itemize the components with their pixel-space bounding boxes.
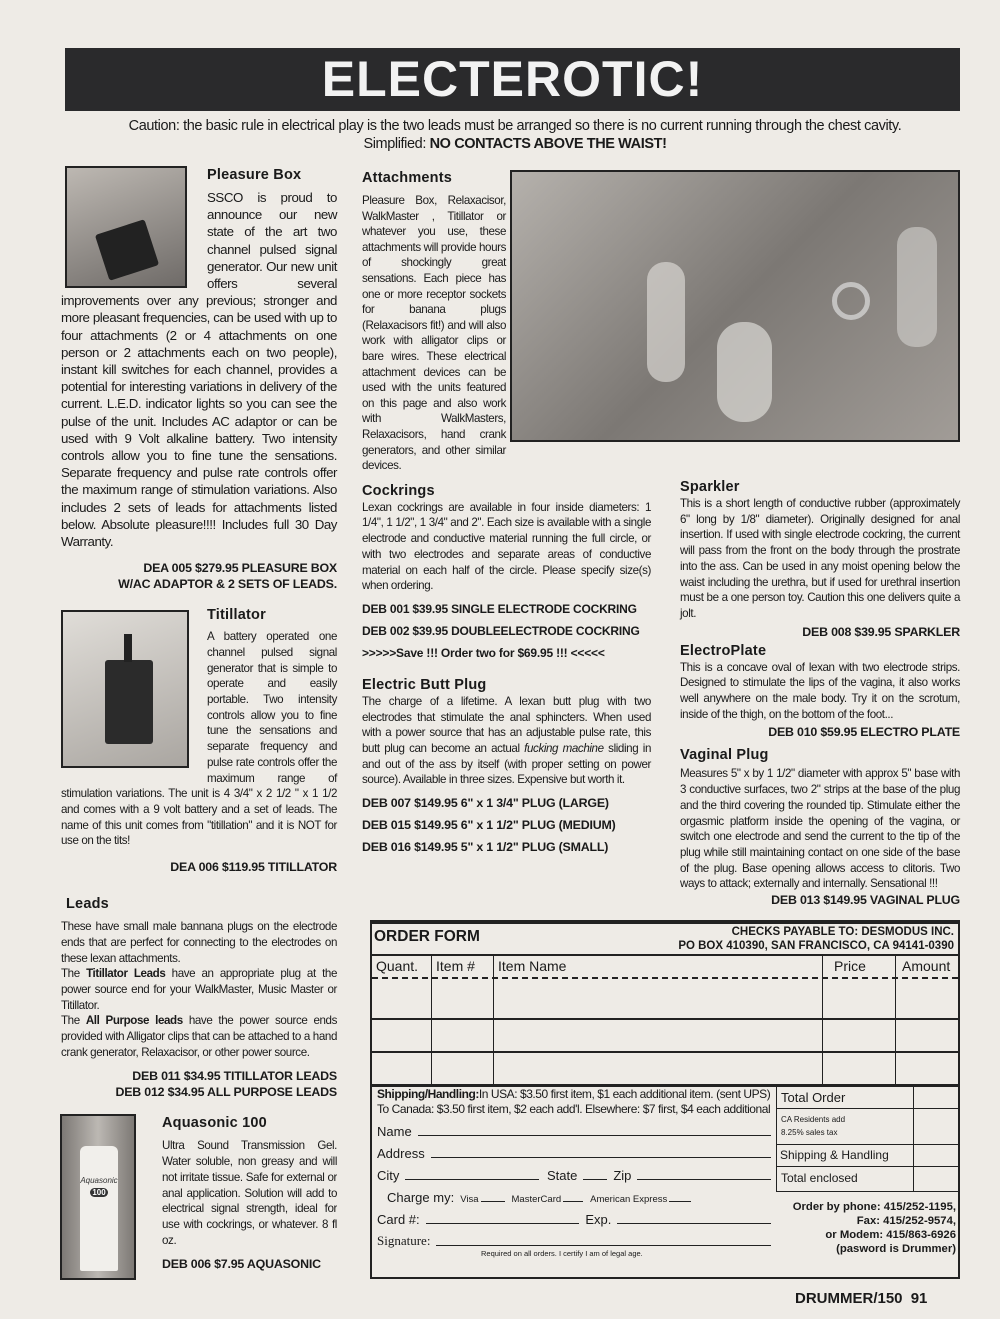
contact-info: Order by phone: 415/252-1195, Fax: 415/252-9574, or Modem: 415/863-6926 (pasword is Drummer) <box>792 1201 956 1255</box>
order-row[interactable] <box>372 1018 958 1020</box>
butt-plug-heading: Electric Butt Plug <box>362 676 487 693</box>
signature-row <box>377 1227 771 1249</box>
order-row[interactable] <box>372 1051 958 1053</box>
aquasonic-photo <box>60 1114 136 1280</box>
butt-plug-skus <box>362 792 651 858</box>
address-field[interactable] <box>431 1157 771 1158</box>
shipping-handling-label: Shipping & Handling <box>780 1148 889 1162</box>
sparkler-body: This is a short length of conductive rubber (approximately 6" long by 1/8" diameter). Originally designed for anal insertion. If used with single electrode cockring, the current will pass from the front on the body through the prostrate into the ass. Can be used in any moist opening below the waist including the urethra, but if used for urethral insertion must be a one person toy. Caution this one delivers quite a jolt. <box>680 497 960 620</box>
aquasonic-label-num: 100 <box>90 1188 108 1197</box>
pleasure-box-body: pleasant frequencies, can be used with up to four attachments (2 or 4 attachments on one person or 2 attachments each on two people), instant kill switches for each channel, provides a potential for interesting variations in delivery of the current. L.E.D. indicator lights so you can see the pulse of the unit. Includes AC adaptor or can be used with 9 Volt alkaline battery. Two intensity controls allow you to fine tune the sensations. Separate frequency and pulse rate controls offer the maximum range of stimulation variations. Also includes 2 sets of leads for attachments listed below. Absolute pleasure!!!! Includes full 30 Day Warranty. <box>61 310 337 550</box>
electroplate-section <box>680 642 960 741</box>
payable-info: CHECKS PAYABLE TO: DESMODUS INC. PO BOX 410390, SAN FRANCISCO, CA 94141-0390 <box>678 926 954 952</box>
caution-text: Caution: the basic rule in electrical play is the two leads must be arranged so there is no current running through the chest cavity. <box>128 118 902 134</box>
sku-line: DEA 005 $279.95 PLEASURE BOX <box>143 561 337 576</box>
cockring-sku-double: DEB 002 $39.95 DOUBLEELECTRODE COCKRING <box>362 623 640 638</box>
cockring-sku-single: DEB 001 $39.95 SINGLE ELECTRODE COCKRING <box>362 601 637 616</box>
address-label: Address <box>377 1146 425 1161</box>
totals-box <box>776 1086 958 1192</box>
order-form <box>370 920 960 1279</box>
exp-label: Exp. <box>585 1212 612 1227</box>
leads-heading: Leads <box>66 896 109 913</box>
pleasure-box-heading: Pleasure Box <box>207 167 302 183</box>
titillator-heading: Titillator <box>207 607 266 624</box>
butt-plug-body: The charge of a lifetime. A lexan butt plug with two electrodes that stimulate the anal sphincters. When used with a power source that has an adjustable pulse rate, this butt plug can become an actual fucking machine sliding in and out of the ass by itself (with proper setting on power source). Available in three sizes. Expensive but worth it. <box>362 694 651 787</box>
card-label: Card #: <box>377 1212 420 1227</box>
amex-label: American Express <box>590 1194 668 1205</box>
legal-note: Required on all orders. I certify I am of legal age. <box>481 1249 643 1258</box>
cockrings-heading: Cockrings <box>362 482 435 499</box>
state-field[interactable] <box>583 1179 607 1180</box>
pleasure-box-intro: SSCO is proud to announce our new state of the art two channel pulsed signal generator. Our new unit offers several improvements over any previous; stronger and more <box>61 190 337 326</box>
aquasonic-heading: Aquasonic 100 <box>162 1115 267 1132</box>
titillator-intro: A battery operated one channel pulsed signal generator that is simple to operate and easily portable. Two intensity controls allow you to fine tune the sensations and separate frequency and pulse rate controls offer the maximum range of stimulation <box>61 630 337 801</box>
mastercard-label: MasterCard <box>511 1194 562 1205</box>
exp-field[interactable] <box>617 1223 771 1224</box>
charge-row <box>377 1183 771 1205</box>
total-enclosed-label: Total enclosed <box>781 1171 858 1185</box>
vaginal-plug-sku: DEB 013 $149.95 VAGINAL PLUG <box>771 893 960 908</box>
magazine-issue: DRUMMER/150 <box>795 1290 903 1307</box>
attachments-section <box>362 169 506 474</box>
sku-line: DEB 016 $149.95 5" x 1 1/2" PLUG (SMALL) <box>362 840 609 855</box>
electroplate-body: This is a concave oval of lexan with two electrode strips. Designed to stimulate the lips of the vagina, it also works well anywhere on the male body. Try it on the scrotum, inside of the thigh, on the bottom of the foot... <box>680 660 960 721</box>
electroplate-heading: ElectroPlate <box>680 642 767 659</box>
city-label: City <box>377 1168 400 1183</box>
name-row <box>377 1117 771 1139</box>
sku-line: DEB 015 $149.95 6" x 1 1/2" PLUG (MEDIUM) <box>362 818 616 833</box>
zip-label: Zip <box>613 1168 632 1183</box>
amex-field[interactable] <box>669 1201 691 1202</box>
pleasure-box-photo <box>65 166 187 288</box>
aquasonic-body: Ultra Sound Transmission Gel. Water soluble, non greasy and will not irritate tissue. Safe for external or anal application. Solution will add to electrical signal strength, ideal for use with cockrings, or whatever. 8 fl oz. <box>162 1139 337 1247</box>
titillator-section <box>61 606 337 875</box>
city-field[interactable] <box>405 1179 539 1180</box>
shipping-info: Shipping/Handling:In USA: $3.50 first item, $1 each additional item. (sent UPS) To Canada: $3.50 first item, $2 each add'l. Elsewhere: $7 first, $4 each additional <box>377 1087 771 1116</box>
col-price: Price <box>834 958 866 974</box>
leads-section <box>61 895 337 1100</box>
leads-skus <box>61 1068 337 1100</box>
right-column <box>680 478 960 908</box>
col-amount: Amount <box>902 958 951 974</box>
order-items-table <box>372 954 958 1086</box>
city-row <box>377 1161 771 1183</box>
titillator-body: variations. The unit is 4 3/4" x 2 1/2 " x 1 1/2 and comes with a 9 volt battery and a set of leads. The name of this unit comes from "titillation" and it is NOT for use on the tits! <box>61 787 337 848</box>
page-footer <box>795 1290 927 1307</box>
vaginal-plug-body: Measures 5" x by 1 1/2" diameter with approx 5" base with 3 conductive surfaces, two 2" strips at the base of the plug and the third covering the rounded tip. Stimulate either the orgasmic platform inside the opening of the vagina, or switch one electrode and send the current to the tip of the plug while still maintaining contact on one side of the base of the plug. Base opening allows access to clitoris. Two ways to attack; externally and internally. Sensational !!! <box>680 767 960 891</box>
attachments-body: Pleasure Box, Relaxacisor, WalkMaster , Titillator or whatever you use, these attachments will provide hours of shockingly great sensations. Each piece has one or more receptor sockets for banana plugs (Relaxacisors fit!) and will also work with alligator clips or bare wires. These electrical attachment devices can be used with the units featured on this page and also work with WalkMasters, Relaxacisors, hand crank generators, and other similar devices. <box>362 194 506 473</box>
aquasonic-label-brand: Aquasonic <box>80 1176 118 1186</box>
cockrings-section <box>362 482 651 664</box>
total-order-label: Total Order <box>781 1090 846 1105</box>
vaginal-plug-heading: Vaginal Plug <box>680 747 769 764</box>
sku-line: W/AC ADAPTOR & 2 SETS OF LEADS. <box>118 577 337 592</box>
titillator-photo <box>61 610 189 768</box>
simplified-warning: NO CONTACTS ABOVE THE WAIST! <box>429 136 667 152</box>
col-quant: Quant. <box>376 958 419 974</box>
electroplate-sku: DEB 010 $59.95 ELECTRO PLATE <box>768 725 960 740</box>
sku-line: DEB 011 $34.95 TITILLATOR LEADS <box>132 1069 337 1084</box>
vaginal-plug-section <box>680 746 960 908</box>
attachments-heading: Attachments <box>362 170 453 186</box>
cockrings-body: Lexan cockrings are available in four inside diameters: 1 1/4", 1 1/2", 1 3/4" and 2". Each size is available with a single electrode and conductive material running the full circle, or with two electrodes and separate areas of conductive material on each half of the circle. Please specify size(s) when ordering. <box>362 500 651 593</box>
visa-label: Visa <box>460 1194 479 1205</box>
left-column <box>61 166 337 1284</box>
mastercard-field[interactable] <box>563 1201 583 1202</box>
zip-field[interactable] <box>637 1179 771 1180</box>
card-field[interactable] <box>426 1223 580 1224</box>
address-row <box>377 1139 771 1161</box>
charge-label: Charge my: <box>387 1190 455 1205</box>
pleasure-box-section <box>61 166 337 592</box>
col-item-name: Item Name <box>498 958 567 974</box>
caution-note <box>40 117 990 153</box>
sku-line: DEB 012 $34.95 ALL PURPOSE LEADS <box>115 1085 337 1100</box>
sku-line: DEB 007 $149.95 6" x 1 3/4" PLUG (LARGE) <box>362 796 609 811</box>
cockring-save-offer: >>>>>Save !!! Order two for $69.95 !!! <<<<< <box>362 645 605 660</box>
pleasure-box-sku <box>61 560 337 592</box>
leads-body: These have small male bannana plugs on the electrode ends that are perfect for connecting to the electrodes on these lexan attachments. The Titillator Leads have an appropriate plug at the power source end for your WalkMaster, Music Master or Titillator. The All Purpose leads have the power source ends provided with Alligator clips that can be attached to a hand crank generator, Relaxacisor, or other power source. <box>61 920 337 1059</box>
state-label: State <box>546 1168 578 1183</box>
aquasonic-sku: DEB 006 $7.95 AQUASONIC <box>162 1257 321 1272</box>
signature-label: Signature: <box>377 1233 431 1248</box>
attachments-photo <box>510 170 960 442</box>
sparkler-section <box>680 478 960 640</box>
card-row <box>377 1205 771 1227</box>
order-form-title: ORDER FORM <box>374 928 480 945</box>
sparkler-heading: Sparkler <box>680 479 740 495</box>
signature-field[interactable] <box>436 1245 771 1246</box>
aquasonic-section <box>61 1114 337 1272</box>
page-number: 91 <box>910 1290 928 1307</box>
visa-field[interactable] <box>481 1201 505 1202</box>
simplified-label: Simplified: <box>363 136 426 152</box>
sparkler-sku: DEB 008 $39.95 SPARKLER <box>802 624 960 639</box>
name-field[interactable] <box>418 1135 771 1136</box>
ca-tax-label: CA Residents add 8.25% sales tax <box>781 1115 846 1137</box>
customer-details <box>377 1087 771 1259</box>
butt-plug-section <box>362 676 651 858</box>
titillator-sku: DEA 006 $119.95 TITILLATOR <box>170 860 337 875</box>
page-title-banner: ELECTEROTIC! <box>65 48 960 111</box>
col-item-number: Item # <box>436 958 475 974</box>
name-label: Name <box>377 1124 412 1139</box>
